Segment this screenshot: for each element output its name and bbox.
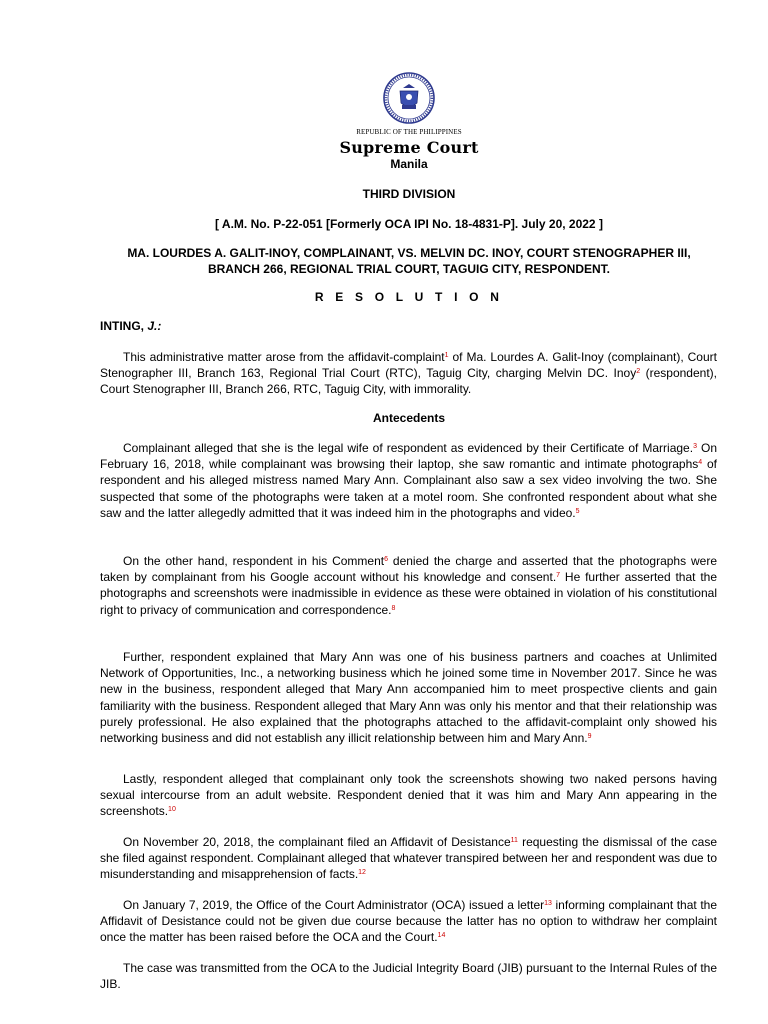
ponente <box>100 319 161 333</box>
footnote-ref-7[interactable]: 7 <box>556 572 561 580</box>
case-parties: MA. LOURDES A. GALIT-INOY, COMPLAINANT, VS. MELVIN DC. INOY, COURT STENOGRAPHER III, BRANCH 266, REGIONAL TRIAL COURT, TAGUIG CITY, RESPONDENT. <box>127 246 691 276</box>
section-heading-antecedents: Antecedents <box>372 411 446 425</box>
footnote-ref-4[interactable]: 4 <box>698 459 703 467</box>
ponente-name: INTING, <box>100 319 144 333</box>
paragraph-6: On November 20, 2018, the complainant filed an Affidavit of Desistance$^{11}$ requesting the dismissal of the case she filed against respondent. Complainant alleged that whatever transpired between her and respondent was due to misunderstanding and misapprehension of facts.$^{12}$ <box>100 835 717 882</box>
republic-label: REPUBLIC OF THE PHILIPPINES <box>356 128 462 136</box>
paragraph-5: Lastly, respondent alleged that complainant only took the screenshots showing two naked persons having sexual intercourse from an adult website. Respondent denied that it was him and Mary Ann appearing in the screenshots.$^{10}$ <box>100 772 717 819</box>
supreme-court-seal-icon <box>383 72 435 124</box>
footnote-ref-13[interactable]: 13 <box>544 900 552 907</box>
paragraph-3: On the other hand, respondent in his Comment$^6$ denied the charge and asserted that the photographs were taken by complainant from his Google account without his knowledge and consent.$^7$ He further asserted that the photographs and screenshots were inadmissible in evidence as these were obtained in violation of his constitutional right to privacy of communication and correspondence.$^8$ <box>100 554 718 617</box>
footnote-ref-14[interactable]: 14 <box>437 932 446 940</box>
paragraph-7: On January 7, 2019, the Office of the Court Administrator (OCA) issued a letter$^{13}$ informing complainant that the Affidavit of Desistance could not be given due course because the latter has no option to withdraw her complaint once the matter has been raised before the OCA and the Court.$^{14}$ <box>100 898 717 945</box>
paragraph-1: This administrative matter arose from the affidavit-complaint$^1$ of Ma. Lourdes A. Galit-Inoy (complainant), Court Stenographer III, Branch 163, Regional Trial Court (RTC), Taguig City, charging Melvin DC. Inoy$^2$ (respondent), Court Stenographer III, Branch 266, RTC, Taguig City, with immorality. <box>100 350 717 397</box>
paragraph-4: Further, respondent explained that Mary Ann was one of his business partners and coaches at Unlimited Network of Opportunities, Inc., a networking business which he joined some time in November 2017. Since he was new in the business, respondent alleged that Mary Ann accompanied him to meet prospective clients and gain familiarity with the business. Respondent alleged that Mary Ann was only his mentor and that their relationship was purely professional. He also explained that the photographs attached to the affidavit-complaint only showed his networking business and did not establish any illicit relationship between him and Mary Ann.$^9$ <box>100 650 717 746</box>
footnote-ref-1[interactable]: 1 <box>444 352 449 359</box>
footnote-ref-5[interactable]: 5 <box>575 507 580 515</box>
paragraph-2: Complainant alleged that she is the legal wife of respondent as evidenced by their Certificate of Marriage.$^3$ On February 16, 2018, while complainant was browsing their laptop, she saw romantic and intimate photographs$^4$ of respondent and his alleged mistress named Mary Ann. Complainant also saw a sex video involving the two. She suspected that some of the photographs were taken at a motel room. She confronted respondent about what she saw and the latter allegedly admitted that it was indeed him in the photographs and video.$^5$ <box>100 441 718 520</box>
footnote-ref-12[interactable]: 12 <box>358 869 366 877</box>
footnote-ref-2[interactable]: 2 <box>636 368 641 376</box>
footnote-ref-10[interactable]: 10 <box>168 806 176 814</box>
case-number: [ A.M. No. P-22-051 [Formerly OCA IPI No. 18-4831-P]. July 20, 2022 ] <box>215 217 603 231</box>
court-city: Manila <box>390 157 428 171</box>
footnote-ref-11[interactable]: 11 <box>510 837 518 844</box>
footnote-ref-6[interactable]: 6 <box>384 556 389 563</box>
footnote-ref-3[interactable]: 3 <box>693 443 697 450</box>
ponente-title: J.: <box>147 319 162 333</box>
footnote-ref-9[interactable]: 9 <box>587 733 592 741</box>
document-type: R E S O L U T I O N <box>314 290 504 304</box>
division-label: THIRD DIVISION <box>362 187 456 201</box>
court-name: Supreme Court <box>339 138 479 157</box>
paragraph-8: The case was transmitted from the OCA to the Judicial Integrity Board (JIB) pursuant to the Internal Rules of the JIB. <box>100 961 717 992</box>
footnote-ref-8[interactable]: 8 <box>391 604 396 612</box>
